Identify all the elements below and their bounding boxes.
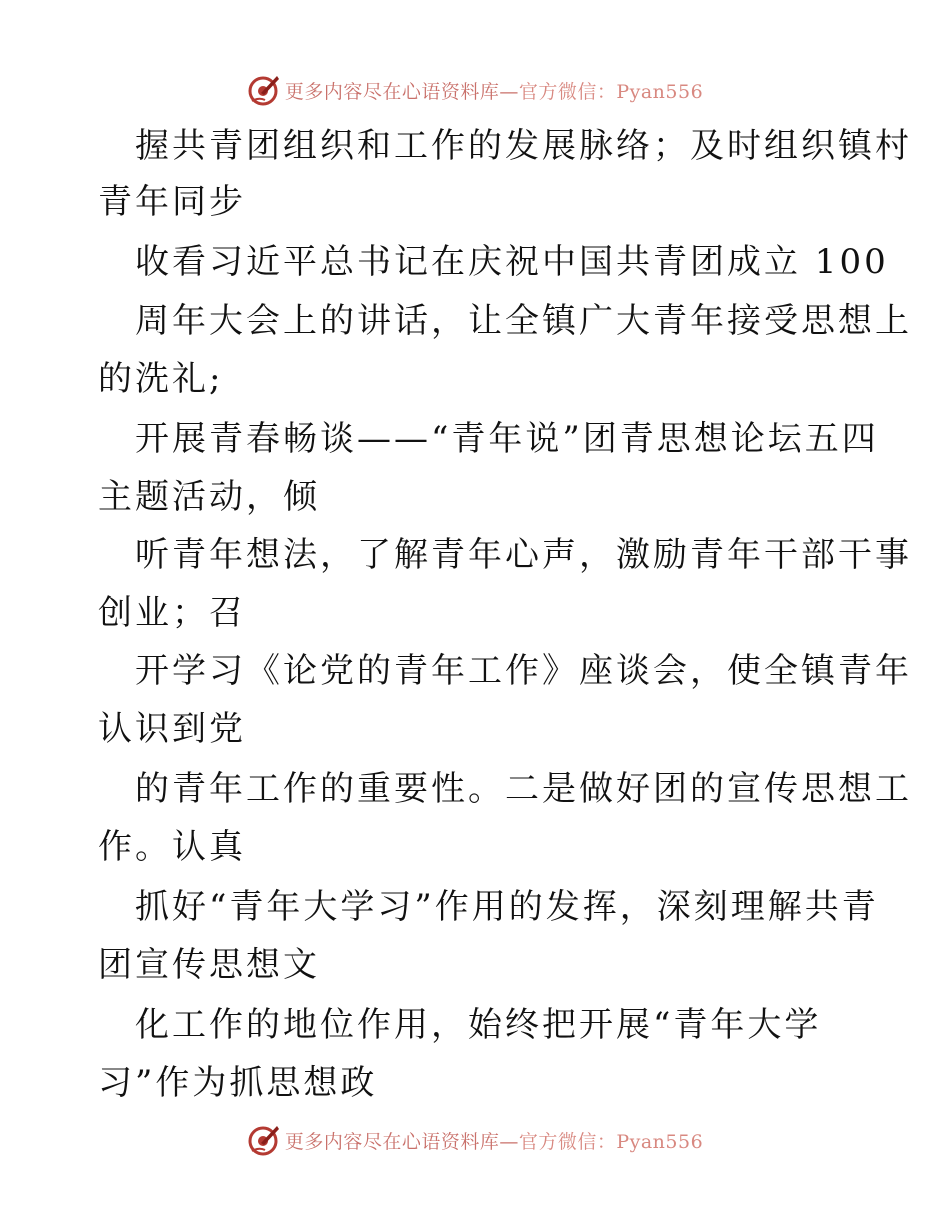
pen-logo-icon [247, 1123, 281, 1157]
header-banner-wechat: 官方微信：Pyan556 [518, 80, 704, 103]
footer-banner-separator: — [499, 1130, 519, 1153]
text-line: 团宣传思想文 [98, 945, 320, 985]
pen-logo-icon [247, 73, 281, 107]
text-line: 的青年工作的重要性。二是做好团的宣传思想工 [135, 769, 912, 809]
text-line: 化工作的地位作用，始终把开展“青年大学 [135, 1005, 822, 1045]
header-banner-separator: — [499, 80, 519, 103]
text-line: 抓好“青年大学习”作用的发挥，深刻理解共青 [135, 887, 879, 927]
header-banner-main: 更多内容尽在心语资料库 [284, 80, 500, 103]
header-banner-text [285, 77, 703, 104]
text-line: 握共青团组织和工作的发展脉络；及时组织镇村 [135, 126, 912, 166]
text-line: 收看习近平总书记在庆祝中国共青团成立 100 [135, 242, 889, 282]
text-line: 认识到党 [98, 709, 246, 749]
text-line: 习”作为抓思想政 [98, 1063, 378, 1103]
text-line: 创业；召 [98, 593, 246, 633]
text-line: 作。认真 [98, 827, 246, 867]
footer-banner-text [285, 1127, 703, 1154]
text-line: 开展青春畅谈——“青年说”团青思想论坛五四 [135, 419, 879, 459]
footer-banner [0, 1120, 950, 1160]
footer-banner-main: 更多内容尽在心语资料库 [284, 1130, 500, 1153]
text-line: 听青年想法，了解青年心声，激励青年干部干事 [135, 535, 912, 575]
text-line: 主题活动，倾 [98, 477, 320, 517]
text-line: 青年同步 [98, 182, 246, 222]
footer-banner-wechat: 官方微信：Pyan556 [518, 1130, 704, 1153]
text-line: 开学习《论党的青年工作》座谈会，使全镇青年 [135, 651, 912, 691]
text-line: 周年大会上的讲话，让全镇广大青年接受思想上 [135, 301, 912, 341]
header-banner [0, 70, 950, 110]
text-line: 的洗礼; [98, 359, 224, 399]
